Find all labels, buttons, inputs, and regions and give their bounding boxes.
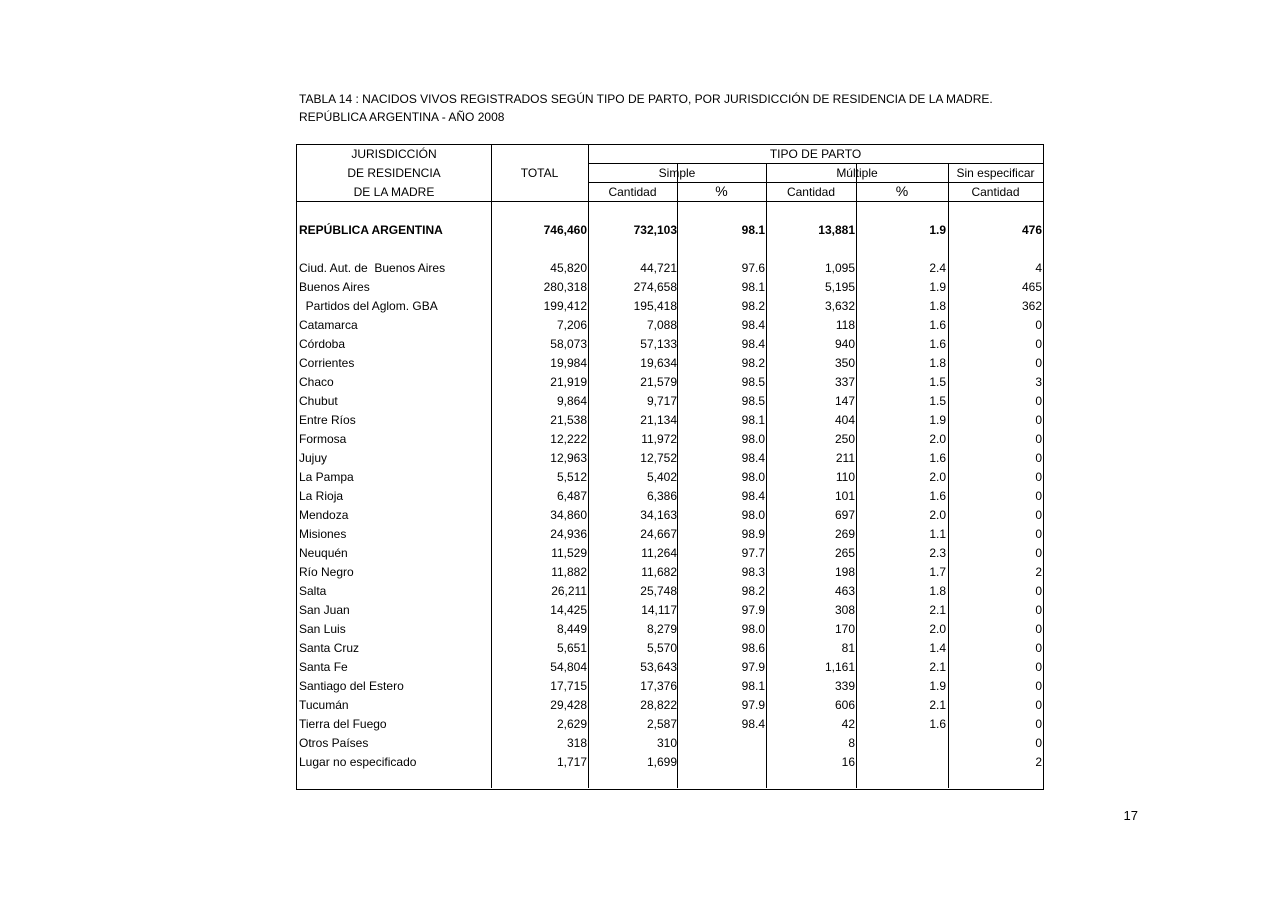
header-jurisdiccion-3: DE LA MADRE	[353, 185, 435, 199]
cell-simple-pct: 98.4	[741, 717, 765, 731]
cell-total: 199,412	[543, 299, 587, 313]
cell-multiple-pct: 1.6	[929, 318, 946, 332]
cell-multiple-pct: 2.4	[929, 261, 946, 275]
page-number: 17	[1123, 808, 1138, 823]
cell-total: 34,860	[550, 508, 587, 522]
header-total: TOTAL	[520, 166, 559, 180]
cell-multiple-pct	[857, 734, 946, 753]
cell-name: Salta	[299, 584, 327, 598]
cell-multiple-cantidad: 1,095	[824, 261, 855, 275]
cell-simple-pct	[678, 734, 765, 753]
cell-simple-pct: 98.0	[741, 622, 765, 636]
cell-multiple-cantidad: 147	[834, 394, 855, 408]
cell-name: Mendoza	[299, 508, 349, 522]
table-row	[297, 392, 1043, 411]
cell-total: 1,717	[556, 755, 587, 769]
cell-multiple-pct	[857, 753, 946, 772]
cell-simple-pct: 98.0	[741, 470, 765, 484]
table-row	[297, 601, 1043, 620]
cell-simple-pct: 98.4	[741, 318, 765, 332]
cell-total: 9,864	[556, 394, 587, 408]
cell-sin-cantidad: 0	[1035, 356, 1042, 370]
cell-simple-cantidad: 6,386	[646, 489, 677, 503]
cell-name: Jujuy	[299, 451, 328, 465]
table-title-line1: TABLA 14 : NACIDOS VIVOS REGISTRADOS SEGÚN TIPO DE PARTO, POR JURISDICCIÓN DE RESIDENCIA DE LA MADRE.	[299, 92, 993, 106]
cell-simple-pct	[678, 753, 765, 772]
data-table	[296, 144, 1044, 790]
cell-simple-cantidad: 24,667	[640, 527, 677, 541]
table-row	[297, 582, 1043, 601]
cell-multiple-pct: 1.5	[929, 394, 946, 408]
table-row	[297, 411, 1043, 430]
cell-simple-cantidad: 5,570	[646, 641, 677, 655]
cell-name: Ciud. Aut. de Buenos Aires	[299, 261, 446, 275]
cell-simple-pct: 98.4	[741, 451, 765, 465]
cell-simple-pct: 98.1	[741, 679, 765, 693]
cell-multiple-cantidad: 81	[841, 641, 855, 655]
cell-total: 318	[566, 736, 587, 750]
cell-simple-cantidad: 14,117	[641, 603, 677, 617]
cell-name: Formosa	[299, 432, 347, 446]
cell-total: 26,211	[551, 584, 587, 598]
cell-multiple-cantidad: 110	[835, 470, 855, 484]
cell-simple-cantidad: 2,587	[646, 717, 677, 731]
cell-simple-pct: 98.3	[741, 565, 765, 579]
cell-simple-cantidad: 732,103	[633, 223, 677, 237]
cell-total: 17,715	[550, 679, 587, 693]
cell-sin-cantidad: 0	[1035, 641, 1042, 655]
table-row	[297, 430, 1043, 449]
cell-multiple-cantidad: 265	[834, 546, 855, 560]
table-row	[297, 468, 1043, 487]
cell-simple-pct: 98.0	[741, 508, 765, 522]
cell-total: 45,820	[550, 261, 587, 275]
cell-multiple-pct: 1.7	[929, 565, 946, 579]
cell-multiple-cantidad: 1,161	[824, 660, 855, 674]
header-jurisdiccion-1: JURISDICCIÓN	[351, 147, 437, 161]
cell-simple-cantidad: 9,717	[646, 394, 677, 408]
cell-simple-cantidad: 53,643	[640, 660, 677, 674]
cell-multiple-cantidad: 101	[834, 489, 855, 503]
cell-name: Tucumán	[299, 698, 349, 712]
cell-multiple-pct: 2.0	[929, 622, 946, 636]
cell-simple-cantidad: 1,699	[646, 755, 677, 769]
cell-sin-cantidad: 0	[1035, 698, 1042, 712]
cell-name: San Juan	[299, 603, 350, 617]
table-row	[297, 620, 1043, 639]
cell-sin-cantidad: 2	[1035, 755, 1042, 769]
cell-multiple-pct: 1.6	[929, 451, 946, 465]
cell-total: 14,425	[550, 603, 587, 617]
cell-multiple-pct: 1.5	[929, 375, 946, 389]
cell-total: 19,984	[550, 356, 587, 370]
cell-multiple-cantidad: 697	[834, 508, 855, 522]
cell-sin-cantidad: 0	[1035, 584, 1042, 598]
header-sin-cantidad: Cantidad	[971, 185, 1020, 199]
header-simple-cantidad: Cantidad	[608, 185, 657, 199]
cell-multiple-pct: 1.9	[929, 223, 946, 237]
cell-simple-pct: 97.9	[741, 603, 765, 617]
table-row	[297, 373, 1043, 392]
cell-sin-cantidad: 0	[1035, 394, 1042, 408]
cell-sin-cantidad: 476	[1021, 223, 1042, 237]
cell-sin-cantidad: 3	[1035, 375, 1042, 389]
cell-multiple-cantidad: 463	[834, 584, 855, 598]
cell-sin-cantidad: 0	[1035, 508, 1042, 522]
cell-multiple-pct: 1.9	[929, 280, 946, 294]
cell-name: Santa Cruz	[299, 641, 360, 655]
cell-total: 12,222	[550, 432, 587, 446]
cell-multiple-pct: 1.9	[929, 679, 946, 693]
header-simple-pct: %	[715, 183, 728, 199]
cell-sin-cantidad: 0	[1035, 337, 1042, 351]
table-row	[297, 297, 1043, 316]
table-row	[297, 696, 1043, 715]
cell-multiple-cantidad: 42	[841, 717, 855, 731]
cell-simple-cantidad: 11,972	[641, 432, 677, 446]
cell-multiple-cantidad: 118	[835, 318, 855, 332]
cell-sin-cantidad: 0	[1035, 546, 1042, 560]
cell-total: 11,529	[551, 546, 587, 560]
cell-sin-cantidad: 4	[1035, 261, 1042, 275]
cell-simple-cantidad: 310	[656, 736, 677, 750]
cell-simple-cantidad: 5,402	[646, 470, 677, 484]
cell-simple-cantidad: 11,682	[641, 565, 677, 579]
cell-name: Córdoba	[299, 337, 346, 351]
cell-multiple-cantidad: 308	[834, 603, 855, 617]
cell-multiple-cantidad: 198	[834, 565, 855, 579]
cell-multiple-pct: 1.4	[929, 641, 946, 655]
cell-total: 6,487	[556, 489, 587, 503]
cell-multiple-pct: 1.8	[929, 299, 946, 313]
cell-multiple-cantidad: 3,632	[824, 299, 855, 313]
cell-multiple-pct: 1.6	[929, 717, 946, 731]
cell-sin-cantidad: 0	[1035, 489, 1042, 503]
cell-simple-pct: 97.7	[741, 546, 765, 560]
cell-total: 280,318	[543, 280, 587, 294]
cell-total: 21,919	[550, 375, 587, 389]
cell-multiple-cantidad: 337	[834, 375, 855, 389]
cell-multiple-cantidad: 404	[834, 413, 855, 427]
table-row	[297, 354, 1043, 373]
cell-total: 746,460	[543, 223, 587, 237]
cell-total: 8,449	[556, 622, 587, 636]
cell-sin-cantidad: 0	[1035, 432, 1042, 446]
cell-simple-pct: 98.5	[741, 375, 765, 389]
cell-sin-cantidad: 0	[1035, 717, 1042, 731]
cell-sin-cantidad: 0	[1035, 413, 1042, 427]
cell-simple-pct: 98.2	[741, 584, 765, 598]
cell-simple-cantidad: 274,658	[633, 280, 677, 294]
cell-name: Catamarca	[299, 318, 358, 332]
cell-multiple-cantidad: 170	[834, 622, 855, 636]
cell-name: Neuquén	[299, 546, 348, 560]
table-row	[297, 544, 1043, 563]
cell-name: Buenos Aires	[299, 280, 370, 294]
cell-name: Santa Fe	[299, 660, 348, 674]
cell-multiple-pct: 1.8	[929, 584, 946, 598]
table-row	[297, 677, 1043, 696]
cell-multiple-cantidad: 16	[841, 755, 855, 769]
cell-total: 12,963	[550, 451, 587, 465]
cell-simple-pct: 98.2	[741, 356, 765, 370]
cell-simple-pct: 98.1	[741, 223, 765, 237]
cell-name: La Pampa	[299, 470, 354, 484]
cell-multiple-pct: 2.0	[929, 432, 946, 446]
cell-sin-cantidad: 0	[1035, 527, 1042, 541]
table-title	[299, 90, 993, 126]
cell-total: 21,538	[550, 413, 587, 427]
cell-total: 54,804	[550, 660, 587, 674]
table-row	[297, 449, 1043, 468]
cell-simple-cantidad: 12,752	[640, 451, 677, 465]
cell-sin-cantidad: 0	[1035, 660, 1042, 674]
cell-name: Chaco	[299, 375, 334, 389]
cell-simple-cantidad: 195,418	[633, 299, 677, 313]
cell-multiple-pct: 2.3	[929, 546, 946, 560]
table-row	[297, 639, 1043, 658]
cell-name: Chubut	[299, 394, 338, 408]
header-multiple-pct: %	[895, 183, 909, 199]
cell-multiple-pct: 2.1	[929, 603, 946, 617]
cell-total: 24,936	[550, 527, 587, 541]
cell-multiple-cantidad: 211	[835, 451, 855, 465]
cell-multiple-pct: 1.6	[929, 489, 946, 503]
cell-simple-pct: 97.6	[741, 261, 765, 275]
cell-name: REPÚBLICA ARGENTINA	[299, 223, 443, 237]
cell-simple-cantidad: 7,088	[646, 318, 677, 332]
cell-simple-cantidad: 17,376	[640, 679, 677, 693]
cell-simple-pct: 98.5	[741, 394, 765, 408]
cell-multiple-cantidad: 250	[834, 432, 855, 446]
cell-multiple-cantidad: 350	[834, 356, 855, 370]
cell-multiple-pct: 1.1	[929, 527, 946, 541]
table-row	[297, 259, 1043, 278]
header-tipo-de-parto: TIPO DE PARTO	[769, 147, 862, 161]
table-row	[297, 278, 1043, 297]
cell-name: San Luis	[299, 622, 346, 636]
table-row	[297, 715, 1043, 734]
cell-sin-cantidad: 0	[1035, 736, 1042, 750]
cell-multiple-pct: 2.0	[929, 508, 946, 522]
cell-sin-cantidad: 465	[1021, 280, 1042, 294]
cell-multiple-cantidad: 5,195	[824, 280, 855, 294]
table-row	[297, 487, 1043, 506]
table-row	[297, 753, 1043, 772]
cell-sin-cantidad: 0	[1035, 451, 1042, 465]
cell-simple-cantidad: 44,721	[640, 261, 677, 275]
cell-simple-pct: 98.0	[741, 432, 765, 446]
cell-sin-cantidad: 0	[1035, 470, 1042, 484]
cell-simple-pct: 97.9	[741, 698, 765, 712]
cell-total: 11,882	[551, 565, 587, 579]
cell-simple-cantidad: 28,822	[640, 698, 677, 712]
cell-simple-cantidad: 25,748	[640, 584, 677, 598]
cell-sin-cantidad: 2	[1035, 565, 1042, 579]
cell-simple-pct: 98.1	[741, 280, 765, 294]
table-row	[297, 335, 1043, 354]
cell-multiple-pct: 2.1	[929, 698, 946, 712]
cell-simple-pct: 98.9	[741, 527, 765, 541]
cell-simple-pct: 98.4	[741, 489, 765, 503]
table-row	[297, 563, 1043, 582]
cell-multiple-cantidad: 8	[848, 736, 855, 750]
cell-simple-cantidad: 19,634	[640, 356, 677, 370]
summary-row	[297, 221, 1043, 240]
cell-name: Entre Ríos	[299, 413, 356, 427]
cell-name: Lugar no especificado	[299, 755, 417, 769]
cell-total: 7,206	[556, 318, 587, 332]
cell-name: Río Negro	[299, 565, 354, 579]
cell-simple-cantidad: 21,579	[640, 375, 677, 389]
cell-multiple-cantidad: 13,881	[818, 223, 855, 237]
cell-multiple-cantidad: 606	[834, 698, 855, 712]
cell-multiple-pct: 1.6	[929, 337, 946, 351]
cell-name: Otros Países	[299, 736, 369, 750]
cell-sin-cantidad: 0	[1035, 318, 1042, 332]
cell-simple-cantidad: 11,264	[641, 546, 677, 560]
table-row	[297, 734, 1043, 753]
cell-name: Santiago del Estero	[299, 679, 404, 693]
cell-multiple-pct: 1.8	[929, 356, 946, 370]
cell-simple-cantidad: 34,163	[640, 508, 677, 522]
cell-name: Tierra del Fuego	[299, 717, 387, 731]
cell-sin-cantidad: 0	[1035, 622, 1042, 636]
table-title-line2: REPÚBLICA ARGENTINA - AÑO 2008	[299, 110, 505, 124]
cell-multiple-cantidad: 269	[834, 527, 855, 541]
cell-name: Partidos del Aglom. GBA	[299, 299, 438, 313]
cell-simple-pct: 98.6	[741, 641, 765, 655]
header-multiple-cantidad: Cantidad	[786, 185, 836, 199]
table-row	[297, 506, 1043, 525]
header-jurisdiccion-2: DE RESIDENCIA	[347, 166, 441, 180]
cell-simple-pct: 98.4	[741, 337, 765, 351]
cell-simple-pct: 97.9	[741, 660, 765, 674]
cell-multiple-pct: 2.0	[929, 470, 946, 484]
table-row	[297, 316, 1043, 335]
cell-name: La Rioja	[299, 489, 344, 503]
cell-simple-cantidad: 8,279	[646, 622, 677, 636]
cell-multiple-pct: 1.9	[929, 413, 946, 427]
cell-simple-cantidad: 57,133	[640, 337, 677, 351]
cell-total: 58,073	[550, 337, 587, 351]
cell-total: 2,629	[556, 717, 587, 731]
cell-sin-cantidad: 0	[1035, 603, 1042, 617]
cell-sin-cantidad: 362	[1021, 299, 1042, 313]
cell-sin-cantidad: 0	[1035, 679, 1042, 693]
cell-name: Corrientes	[299, 356, 355, 370]
cell-name: Misiones	[299, 527, 347, 541]
table-row	[297, 525, 1043, 544]
header-sin-especificar: Sin especificar	[956, 166, 1035, 180]
table-row	[297, 658, 1043, 677]
header-simple: Simple	[658, 166, 696, 180]
header-multiple: Múltiple	[836, 166, 878, 180]
cell-simple-cantidad: 21,134	[640, 413, 677, 427]
cell-total: 29,428	[550, 698, 587, 712]
cell-simple-pct: 98.1	[741, 413, 765, 427]
cell-multiple-pct: 2.1	[929, 660, 946, 674]
cell-multiple-cantidad: 940	[834, 337, 855, 351]
cell-multiple-cantidad: 339	[834, 679, 855, 693]
cell-total: 5,512	[556, 470, 587, 484]
cell-total: 5,651	[556, 641, 587, 655]
cell-simple-pct: 98.2	[741, 299, 765, 313]
